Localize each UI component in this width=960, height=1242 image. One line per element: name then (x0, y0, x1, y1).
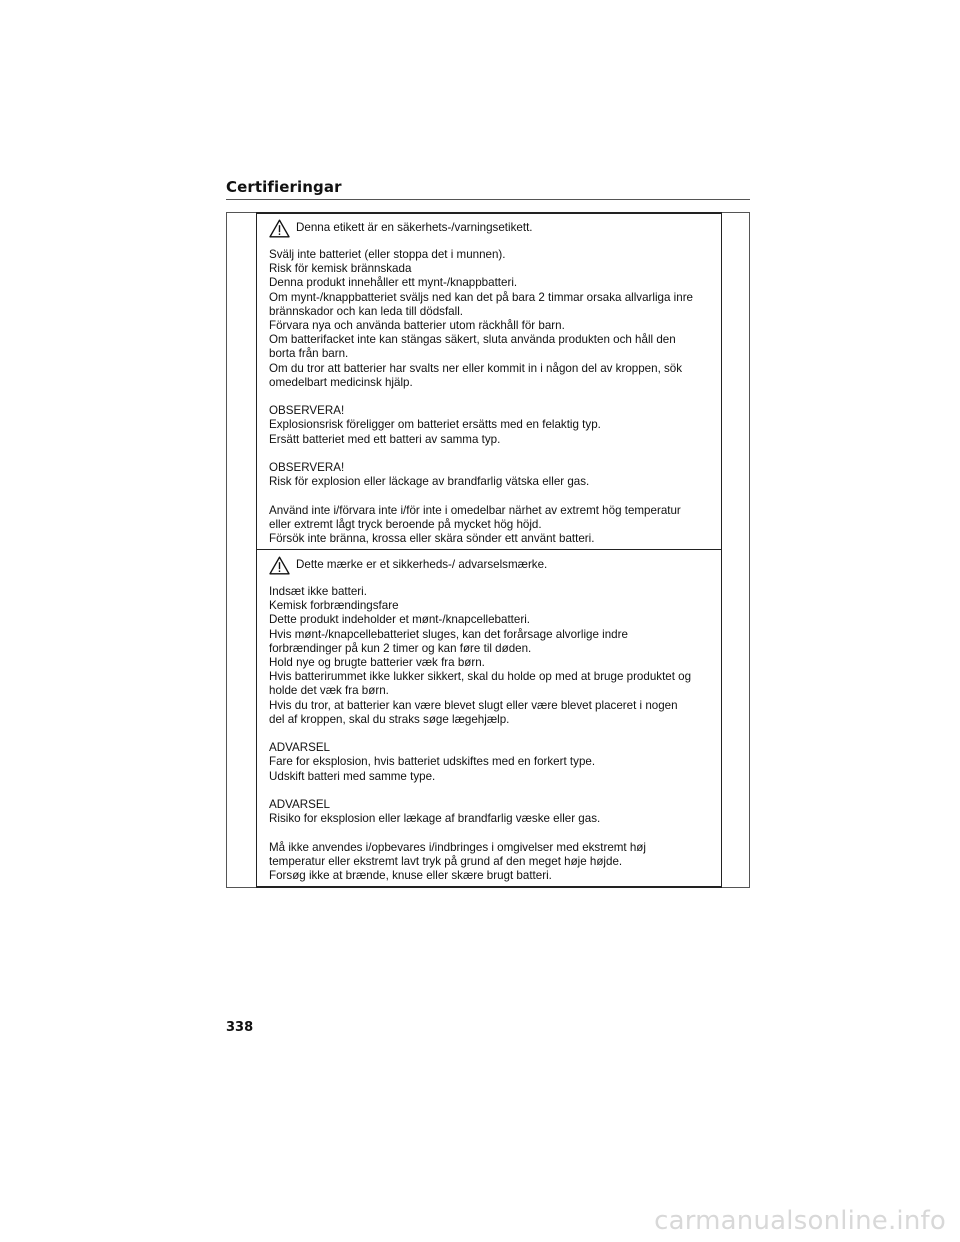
warning-heading (269, 218, 714, 238)
text-line: Indsæt ikke batteri. (269, 585, 367, 598)
text-line: eller extremt lågt tryck beroende på mycket hög höjd. (269, 517, 542, 531)
text-line: Om batterifacket inte kan stängas säkert, sluta använda produkten och håll den (269, 333, 676, 347)
page-number: 338 (226, 1020, 254, 1035)
text-line: OBSERVERA! (269, 404, 345, 418)
text-line: Forsøg ikke at brænde, knuse eller skære brugt batteri. (269, 869, 552, 883)
text-line: Svälj inte batteriet (eller stoppa det i munnen). (269, 248, 506, 261)
paragraph (269, 798, 714, 826)
text-line: Risiko for eksplosion eller lækage af brandfarlig væske eller gas. (269, 812, 601, 826)
paragraph (269, 841, 714, 884)
page-title: Certifieringar (226, 178, 342, 196)
text-line: ADVARSEL (269, 741, 330, 755)
text-line: Explosionsrisk föreligger om batteriet ersätts med en felaktig typ. (269, 418, 601, 432)
text-line: brännskador och kan leda till dödsfall. (269, 304, 463, 318)
text-line: Denna produkt innehåller ett mynt-/knappbatteri. (269, 276, 518, 290)
text-line: holde det væk fra børn. (269, 684, 389, 698)
warning-triangle-icon (269, 556, 290, 575)
text-line: OBSERVERA! (269, 461, 345, 475)
swedish-label (269, 218, 714, 546)
warning-triangle-icon (269, 219, 290, 238)
paragraph (269, 504, 714, 547)
text-line: omedelbart medicinsk hjälp. (269, 375, 413, 389)
label-divider (256, 549, 722, 550)
text-line: Försök inte bränna, krossa eller skära sönder ett använt batteri. (269, 532, 595, 546)
text-line: Hvis batterirummet ikke lukker sikkert, skal du holde op med at bruge produktet og (269, 670, 692, 684)
text-line: borta från barn. (269, 347, 349, 361)
text-line: Risk för kemisk brännskada (269, 262, 412, 276)
warning-label-text: Denna etikett är en säkerhets-/varningsetikett. (296, 220, 533, 234)
watermark[interactable]: carmanualsonline.info (654, 1206, 946, 1236)
text-line: Hold nye og brugte batterier væk fra børn. (269, 656, 485, 670)
text-line: Kemisk forbrændingsfare (269, 599, 399, 613)
text-line: Ersätt batteriet med ett batteri av samma typ. (269, 432, 501, 446)
text-line: ADVARSEL (269, 798, 330, 812)
paragraph (269, 461, 714, 489)
text-line: Om mynt-/knappbatteriet sväljs ned kan det på bara 2 timmar orsaka allvarliga inre (269, 290, 694, 304)
text-line: Risk för explosion eller läckage av brandfarlig vätska eller gas. (269, 475, 590, 489)
text-line: Udskift batteri med samme type. (269, 769, 436, 783)
warning-label-text: Dette mærke er et sikkerheds-/ advarselsmærke. (296, 557, 548, 571)
text-line: forbrændinger på kun 2 timer og kan føre til døden. (269, 641, 532, 655)
paragraph (269, 248, 714, 390)
text-line: Om du tror att batterier har svalts ner eller kommit in i någon del av kroppen, sök (269, 361, 683, 375)
text-line: Må ikke anvendes i/opbevares i/indbringes i omgivelser med ekstremt høj (269, 840, 646, 854)
text-line: temperatur eller ekstremt lavt tryk på grund af den meget høje højde. (269, 854, 623, 868)
paragraph (269, 741, 714, 784)
paragraph (269, 404, 714, 447)
text-line: Hvis mønt-/knapcellebatteriet sluges, kan det forårsage alvorlige indre (269, 627, 628, 641)
text-line: Förvara nya och använda batterier utom räckhåll för barn. (269, 319, 565, 333)
warning-heading (269, 555, 714, 575)
danish-label (269, 555, 714, 883)
text-line: Hvis du tror, at batterier kan være blevet slugt eller være blevet placeret i nogen (269, 698, 678, 712)
title-rule (226, 199, 750, 200)
text-line: Dette produkt indeholder et mønt-/knapcellebatteri. (269, 613, 531, 627)
text-line: Fare for eksplosion, hvis batteriet udskiftes med en forkert type. (269, 755, 596, 769)
paragraph (269, 585, 714, 727)
text-line: Använd inte i/förvara inte i/för inte i omedelbar närhet av extremt hög temperatur (269, 503, 681, 517)
text-line: del af kroppen, skal du straks søge lægehjælp. (269, 712, 510, 726)
